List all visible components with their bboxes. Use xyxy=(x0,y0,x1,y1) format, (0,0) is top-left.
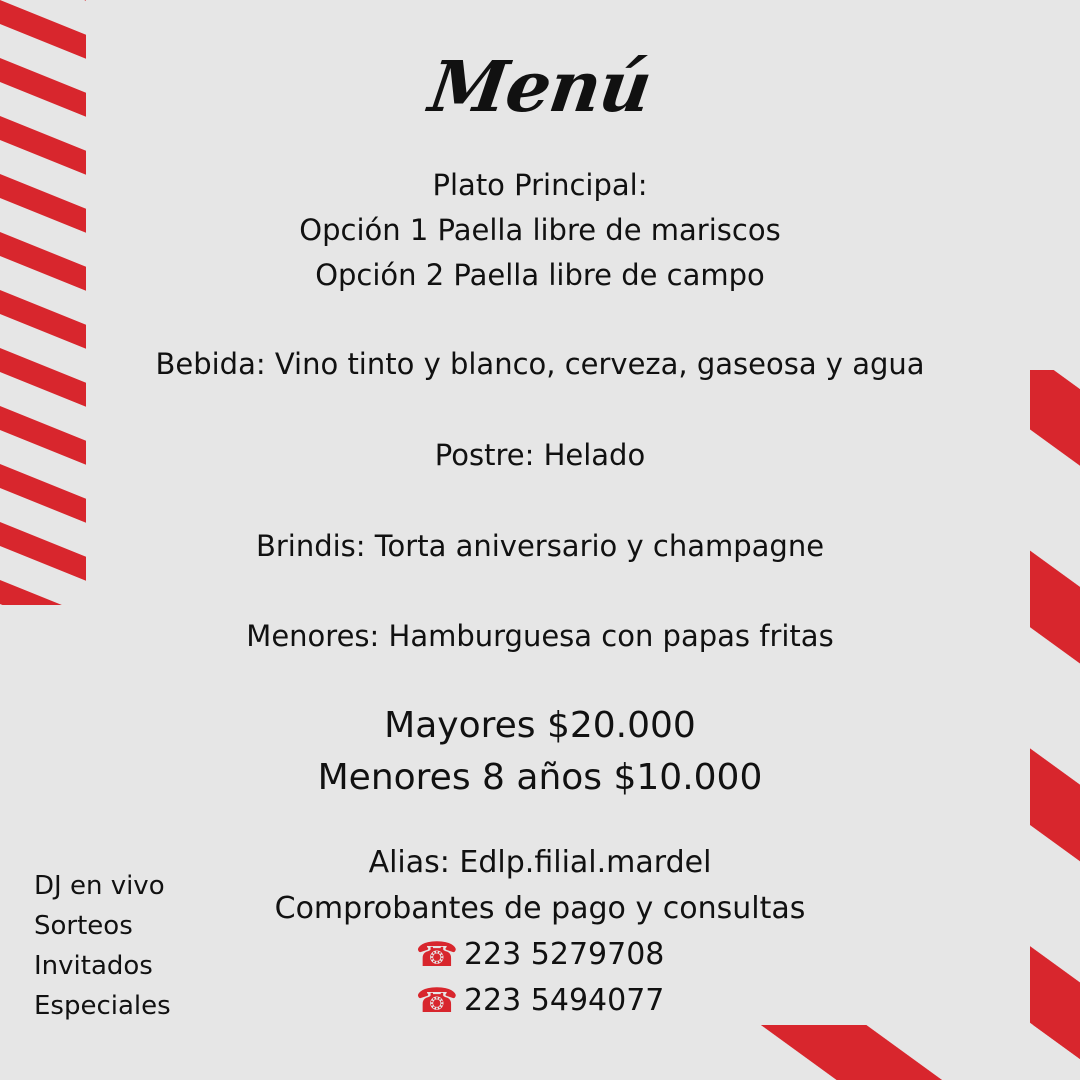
extra-sorteos: Sorteos xyxy=(34,911,133,941)
extra-invitados: Invitados xyxy=(34,951,153,981)
brindis-line: Brindis: Torta aniversario y champagne xyxy=(255,529,825,563)
menu-title: Menú xyxy=(424,45,656,128)
price-mayores: Mayores $20.000 xyxy=(384,705,696,746)
bebida-line: Bebida: Vino tinto y blanco, cerveza, gaseosa y agua xyxy=(155,347,925,381)
opcion-1: Opción 1 Paella libre de mariscos xyxy=(299,213,781,247)
opcion-2: Opción 2 Paella libre de campo xyxy=(315,258,765,292)
telephone-icon: ☎ xyxy=(415,935,458,975)
extras-list xyxy=(34,866,234,1026)
telephone-icon: ☎ xyxy=(415,981,458,1021)
phone-number-2: 223 5494077 xyxy=(463,983,665,1018)
phone-number-1: 223 5279708 xyxy=(463,937,665,972)
alias-line: Alias: Edlp.filial.mardel xyxy=(368,845,712,880)
comprobantes-line: Comprobantes de pago y consultas xyxy=(274,891,806,926)
extra-dj: DJ en vivo xyxy=(34,871,165,901)
postre-line: Postre: Helado xyxy=(434,438,646,472)
menores-line: Menores: Hamburguesa con papas fritas xyxy=(246,619,834,653)
price-menores: Menores 8 años $10.000 xyxy=(317,757,763,798)
plato-principal-heading: Plato Principal: xyxy=(432,168,648,202)
extra-especiales: Especiales xyxy=(34,991,171,1021)
